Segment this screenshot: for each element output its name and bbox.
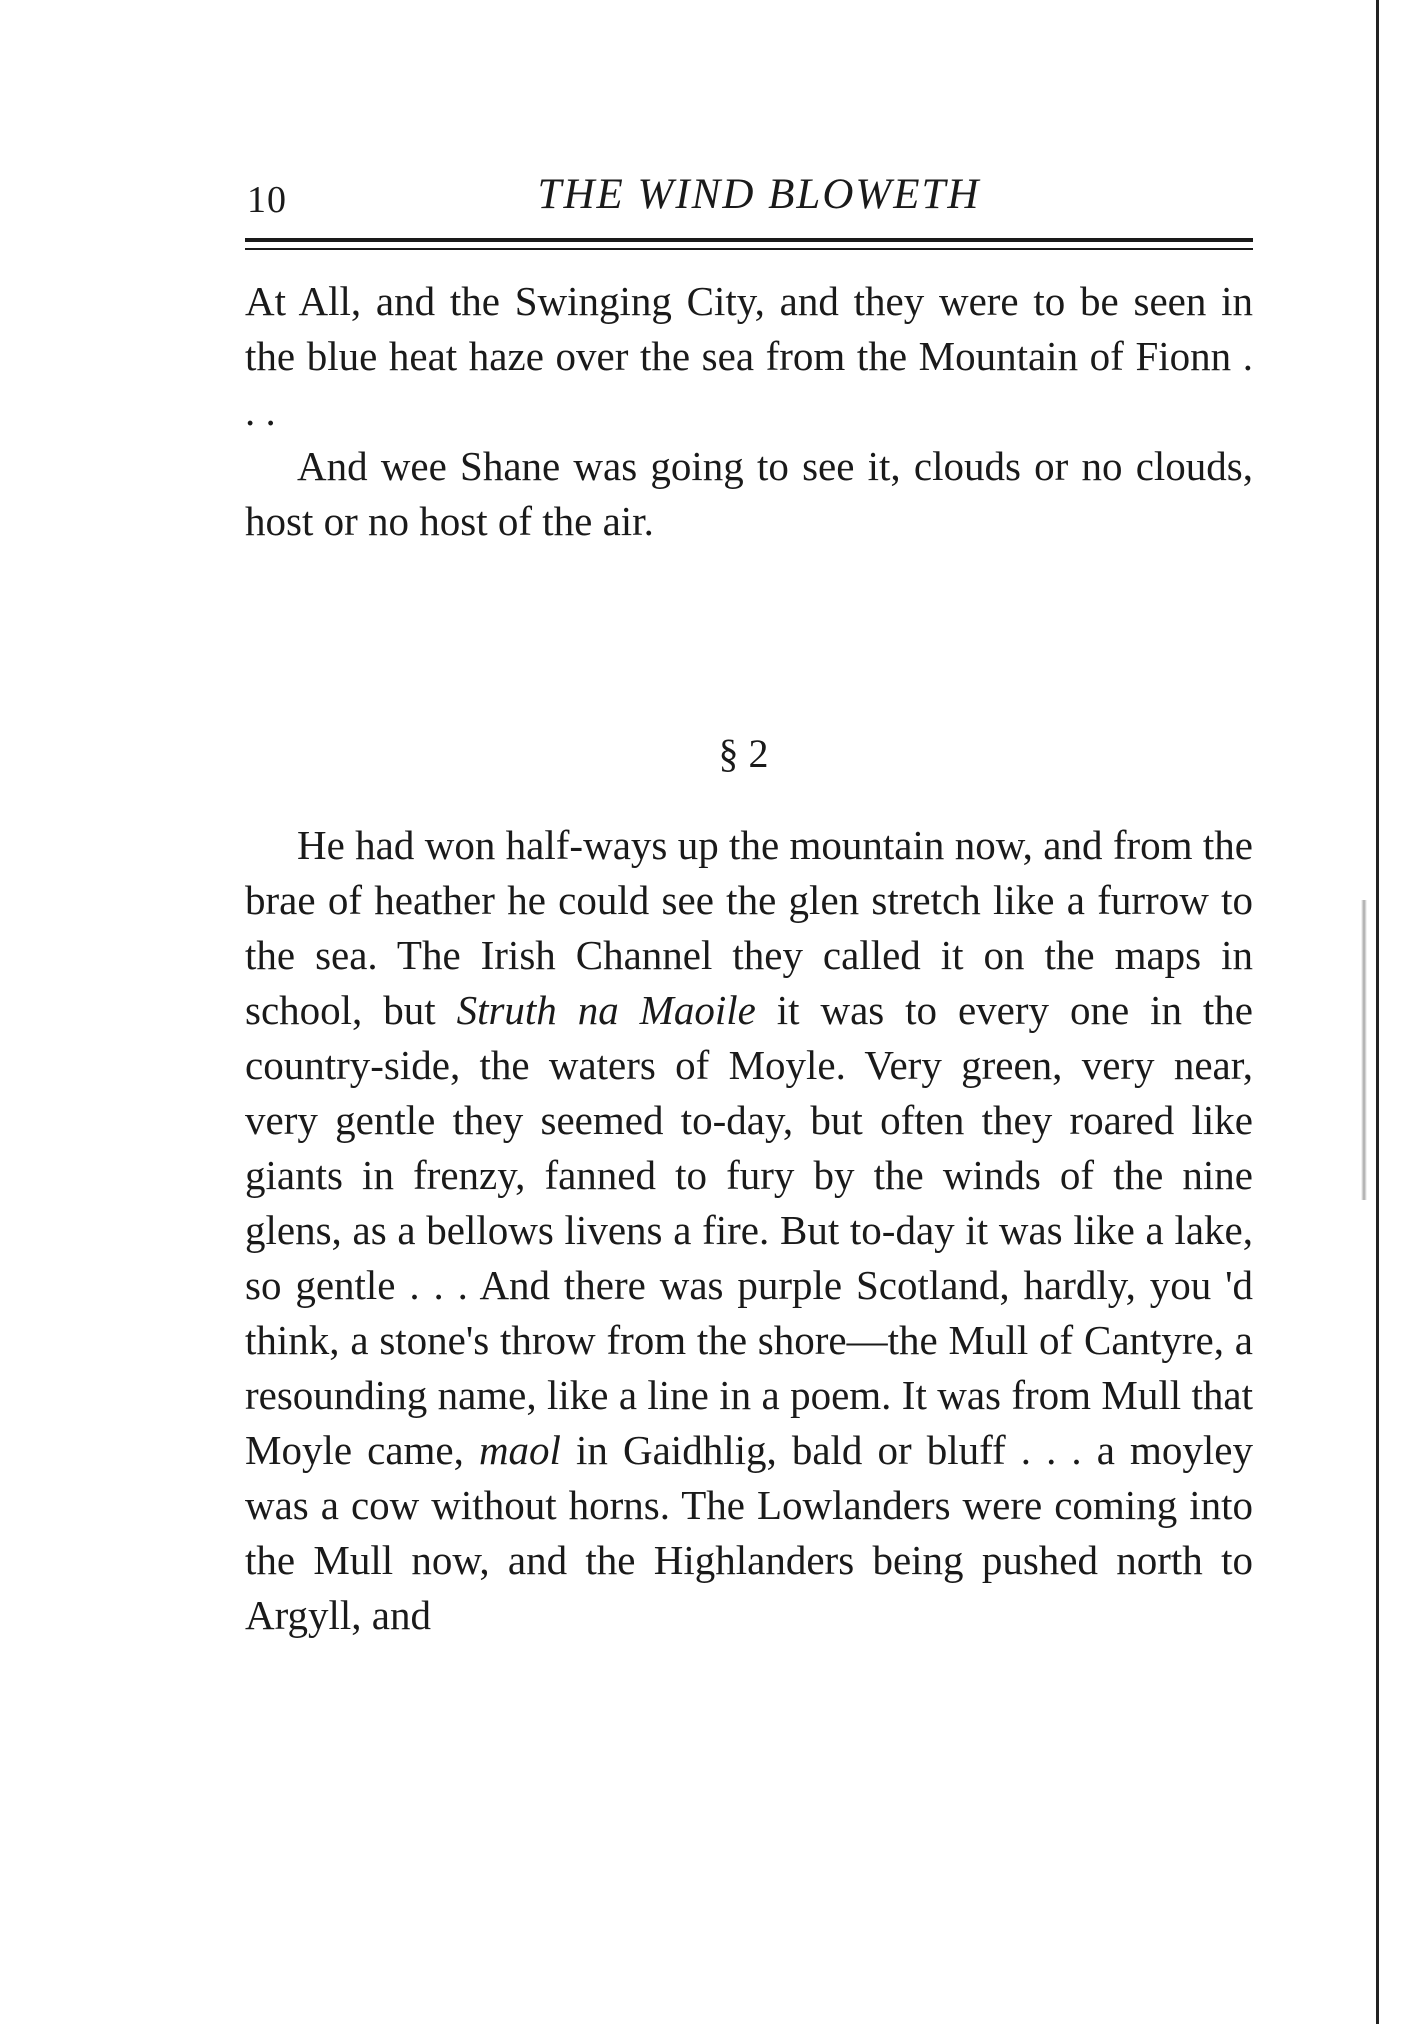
text-block-2 <box>245 818 1253 1643</box>
italic-maol: maol <box>478 1427 561 1473</box>
text-block-1 <box>245 274 1253 549</box>
paragraph-text-part-3: in Gaidhlig, bald or bluff . . . a moyley was a cow without horns. The Lowlanders were coming into the Mull now, and the Highlanders being pushed north to Argyll, and <box>245 1427 1254 1638</box>
paragraph-text-part-1: He had won half-ways up the mountain now, and from the brae of heather he could see the glen stretch like a furrow to the sea. The Irish Channel they called it on the maps in school, but <box>245 822 1253 1033</box>
paragraph-text-part-2: it was to every one in the country-side, the waters of Moyle. Very green, very near, very gentle they seemed to-day, but often they roared like giants in frenzy, fanned to fury by the winds of the nine glens, as a bellows livens a fire. But to-day it was like a lake, so gentle . . . And there was purple Scotland, hardly, you 'd think, a stone's throw from the shore—the Mull of Cantyre, a resounding name, like a line in a poem. It was from Mull that Moyle came, <box>245 987 1254 1473</box>
section-mark: § 2 <box>718 731 769 776</box>
paragraph-continued: At All, and the Swinging City, and they were to be seen in the blue heat haze over the sea from the Mountain of Fionn . . . <box>245 278 1253 434</box>
italic-struth-na-maoile: Struth na Maoile <box>456 987 756 1033</box>
page-edge <box>1376 0 1379 2024</box>
paragraph-mountain <box>245 818 1253 1643</box>
header-rule-thick <box>245 238 1253 242</box>
page-header <box>245 170 1253 230</box>
header-rule-thin <box>245 248 1253 250</box>
page-number: 10 <box>247 179 287 221</box>
page-edge-shadow <box>1361 900 1367 1200</box>
paragraph-wee-shane: And wee Shane was going to see it, clouds or no clouds, host or no host of the air. <box>245 443 1253 544</box>
running-title: THE WIND BLOWETH <box>537 171 981 218</box>
